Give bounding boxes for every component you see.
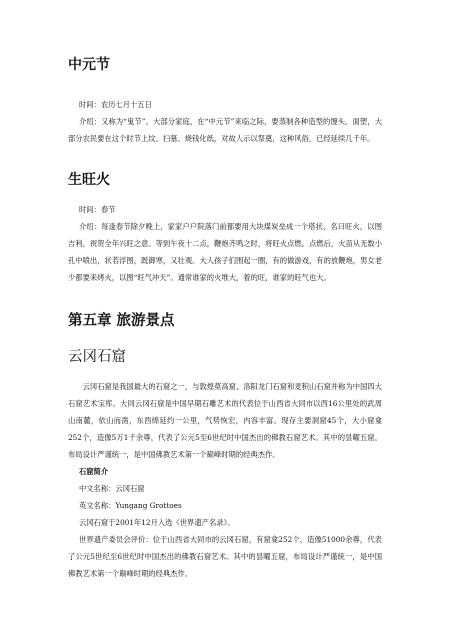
section-time: 时间：春节 bbox=[78, 205, 116, 214]
section-title: 生旺火 bbox=[68, 172, 110, 188]
brief-heading: 石窟简介 bbox=[78, 467, 109, 476]
section-intro: 介绍：每逢春节除夕晚上，家家户户院落门前都要用大块煤炭垒成一个塔状，名曰旺火，以图吉利，祝贺全年兴旺之意。等到午夜十二点，鞭炮齐鸣之时，将旺火点燃。点燃后，火苗从无数小孔中喷出，状若浮图，既御寒，又壮观。大人孩子们围起一圈，有的做游戏，有的放鞭炮，男女老少都要来烤火，以图“旺气冲天”。通常谁家的火堆大，着的旺，谁家的旺气也大。 bbox=[68, 222, 382, 282]
section-shengwanghuo bbox=[68, 171, 382, 286]
attraction-title: 云冈石窟 bbox=[68, 349, 126, 365]
section-intro: 介绍：又称为“鬼节”。大部分家庭，在“中元节”来临之际，要蒸制各种造型的馒头、面塑，大部分农民要在这个时节上坟、扫墓、烧钱化纸，对故人示以祭奠，这种风俗，已经延续几千年。 bbox=[68, 117, 382, 143]
heritage-note: 云冈石窟于2001年12月入选《世界遗产名录》。 bbox=[78, 518, 235, 527]
en-name: 英文名称：Yungang Grottoes bbox=[78, 501, 182, 510]
section-title: 中元节 bbox=[68, 57, 110, 73]
attraction-body bbox=[68, 378, 382, 582]
section-time: 时间：农历七月十五日 bbox=[78, 100, 152, 109]
heritage-evaluation: 世界遗产委员会评价：位于山西省大同市的云冈石窟，有窟龛252个，造像51000余尊，代表了公元5世纪至6世纪时中国杰出的佛教石窟艺术。其中的昙曜五窟，布局设计严谨统一，是中国佛教艺术第一个巅峰时期的经典杰作。 bbox=[68, 535, 382, 578]
chapter-title: 第五章 旅游景点 bbox=[68, 313, 175, 329]
section-zhongyuan bbox=[68, 56, 382, 147]
cn-name: 中文名称：云冈石窟 bbox=[78, 484, 145, 493]
attraction-paragraph: 云冈石窟是我国最大的石窟之一，与敦煌莫高窟、洛阳龙门石窟和麦积山石窟并称为中国四大石窟艺术宝库。大同云冈石窟是中国早期石雕艺术的代表位于山西省大同市以西16公里处的武周山南麓，依山而凿，东西绵延约一公里，气势恢宏，内容丰富。现存主要洞窟45个，大小窟龛252个，造像5万1千余尊，代表了公元5至6世纪时中国杰出的佛教石窟艺术。其中的昙曜五窟，布局设计严谨统一，是中国佛教艺术第一个巅峰时期的经典杰作。 bbox=[68, 382, 382, 459]
